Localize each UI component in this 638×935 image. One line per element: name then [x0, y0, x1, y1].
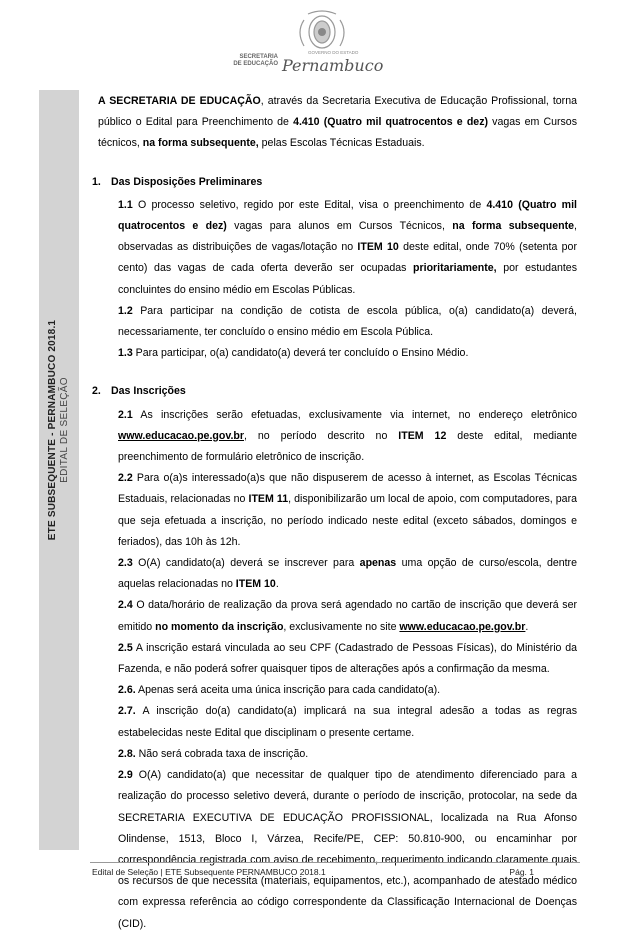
document-body [92, 91, 577, 935]
item-2-3: 2.3 O(A) candidato(a) deverá se inscrever para apenas uma opção de curso/escola, dentre aquelas relacionadas no ITEM 10. [118, 557, 577, 591]
item-2-8: 2.8. Não será cobrada taxa de inscrição. [118, 747, 309, 760]
sidebar-title [47, 320, 71, 540]
item-2-6: 2.6. Apenas será aceita uma única inscrição para cada candidato(a). [118, 684, 441, 697]
website-link[interactable]: www.educacao.pe.gov.br [399, 620, 526, 633]
section-1-title: 1. Das Disposições Preliminares [92, 175, 263, 188]
item-2-4: 2.4 O data/horário de realização da prova será agendado no cartão de inscrição que deverá ser emitido no momento da inscrição, exclusivamente no site www.educacao.pe.gov.br. [118, 599, 577, 633]
section-2-title: 2. Das Inscrições [92, 385, 186, 398]
item-1-2: 1.2 Para participar na condição de cotista de escola pública, o(a) candidato(a) deverá, necessariamente, ter concluído o ensino médio em Escola Pública. [118, 304, 577, 339]
logo-government: GOVERNO DO ESTADO [308, 50, 359, 55]
item-2-1: 2.1 As inscrições serão efetuadas, exclusivamente via internet, no endereço eletrônico www.educacao.pe.gov.br, no período descrito no ITEM 12 deste edital, mediante preenchimento de formulário eletrônico de inscrição. [118, 408, 577, 464]
item-1-3: 1.3 Para participar, o(a) candidato(a) deverá ter concluído o Ensino Médio. [118, 347, 469, 360]
intro-paragraph: A SECRETARIA DE EDUCAÇÃO, através da Secretaria Executiva de Educação Profissional, torna público o Edital para Preenchimento de 4.410 (Quatro mil quatrocentos e dez) vagas em Cursos técnicos, na forma subsequente, pelas Escolas Técnicas Estaduais. [98, 95, 577, 150]
footer-title: Edital de Seleção | ETE Subsequente PERNAMBUCO 2018.1 [92, 867, 326, 877]
sidebar-line2: EDITAL DE SELEÇÃO [59, 377, 70, 483]
logo [232, 10, 384, 80]
footer-divider [90, 862, 580, 863]
sidebar-line1: ETE SUBSEQUENTE - PERNAMBUCO 2018.1 [47, 319, 58, 541]
logo-name: Pernambuco [282, 56, 384, 75]
page-number: Pág. 1 [509, 867, 534, 877]
logo-department: SECRETARIA DE EDUCAÇÃO [233, 54, 278, 67]
item-1-1: 1.1 O processo seletivo, regido por este Edital, visa o preenchimento de 4.410 (Quatro mil quatrocentos e dez) vagas para alunos em Cursos Técnicos, na forma subsequente, observadas as distribuições de vagas/lotação no ITEM 10 deste edital, onde 70% (setenta por cento) das vagas de cada oferta deverão ser ocupadas prioritariamente, por estudantes concluintes do ensino médio em Escolas Públicas. [118, 198, 577, 296]
item-2-7: 2.7. A inscrição do(a) candidato(a) implicará na sua integral adesão a todas as regras estabelecidas neste Edital que disciplinam o presente certame. [118, 705, 577, 739]
item-2-9: 2.9 O(A) candidato(a) que necessitar de qualquer tipo de atendimento diferenciado para a realização do processo seletivo deverá, durante o período de inscrição, protocolar, na sede da SECRETARIA EXECUTIVA DE EDUCAÇÃO PROFISSIONAL, localizada na Rua Afonso Olindense, 1513, Bloco I, Várzea, Recife/PE, CEP: 50.810-900, ou encaminhar por correspondência registrada com aviso de recebimento, requerimento indicando claramente quais os recursos de que necessita (materiais, equipamentos, etc.), acompanhado de atestado médico com expressa referência ao código correspondente da Classificação Internacional de Doenças (CID). [118, 769, 577, 930]
website-link[interactable]: www.educacao.pe.gov.br [118, 429, 244, 442]
item-2-2: 2.2 Para o(a)s interessado(a)s que não dispuserem de acesso à internet, as Escolas Técnicas Estaduais, relacionadas no ITEM 11, disponibilizarão um local de apoio, com computadores, para que seja efetuada a inscrição, no período indicado neste edital (exceto sábados, domingos e feriados), das 10h às 12h. [118, 472, 577, 548]
item-2-5: 2.5 A inscrição estará vinculada ao seu CPF (Cadastrado de Pessoas Físicas), do Ministério da Fazenda, e não poderá sofrer quaisquer tipos de alterações após a confirmação da mesma. [118, 641, 577, 676]
